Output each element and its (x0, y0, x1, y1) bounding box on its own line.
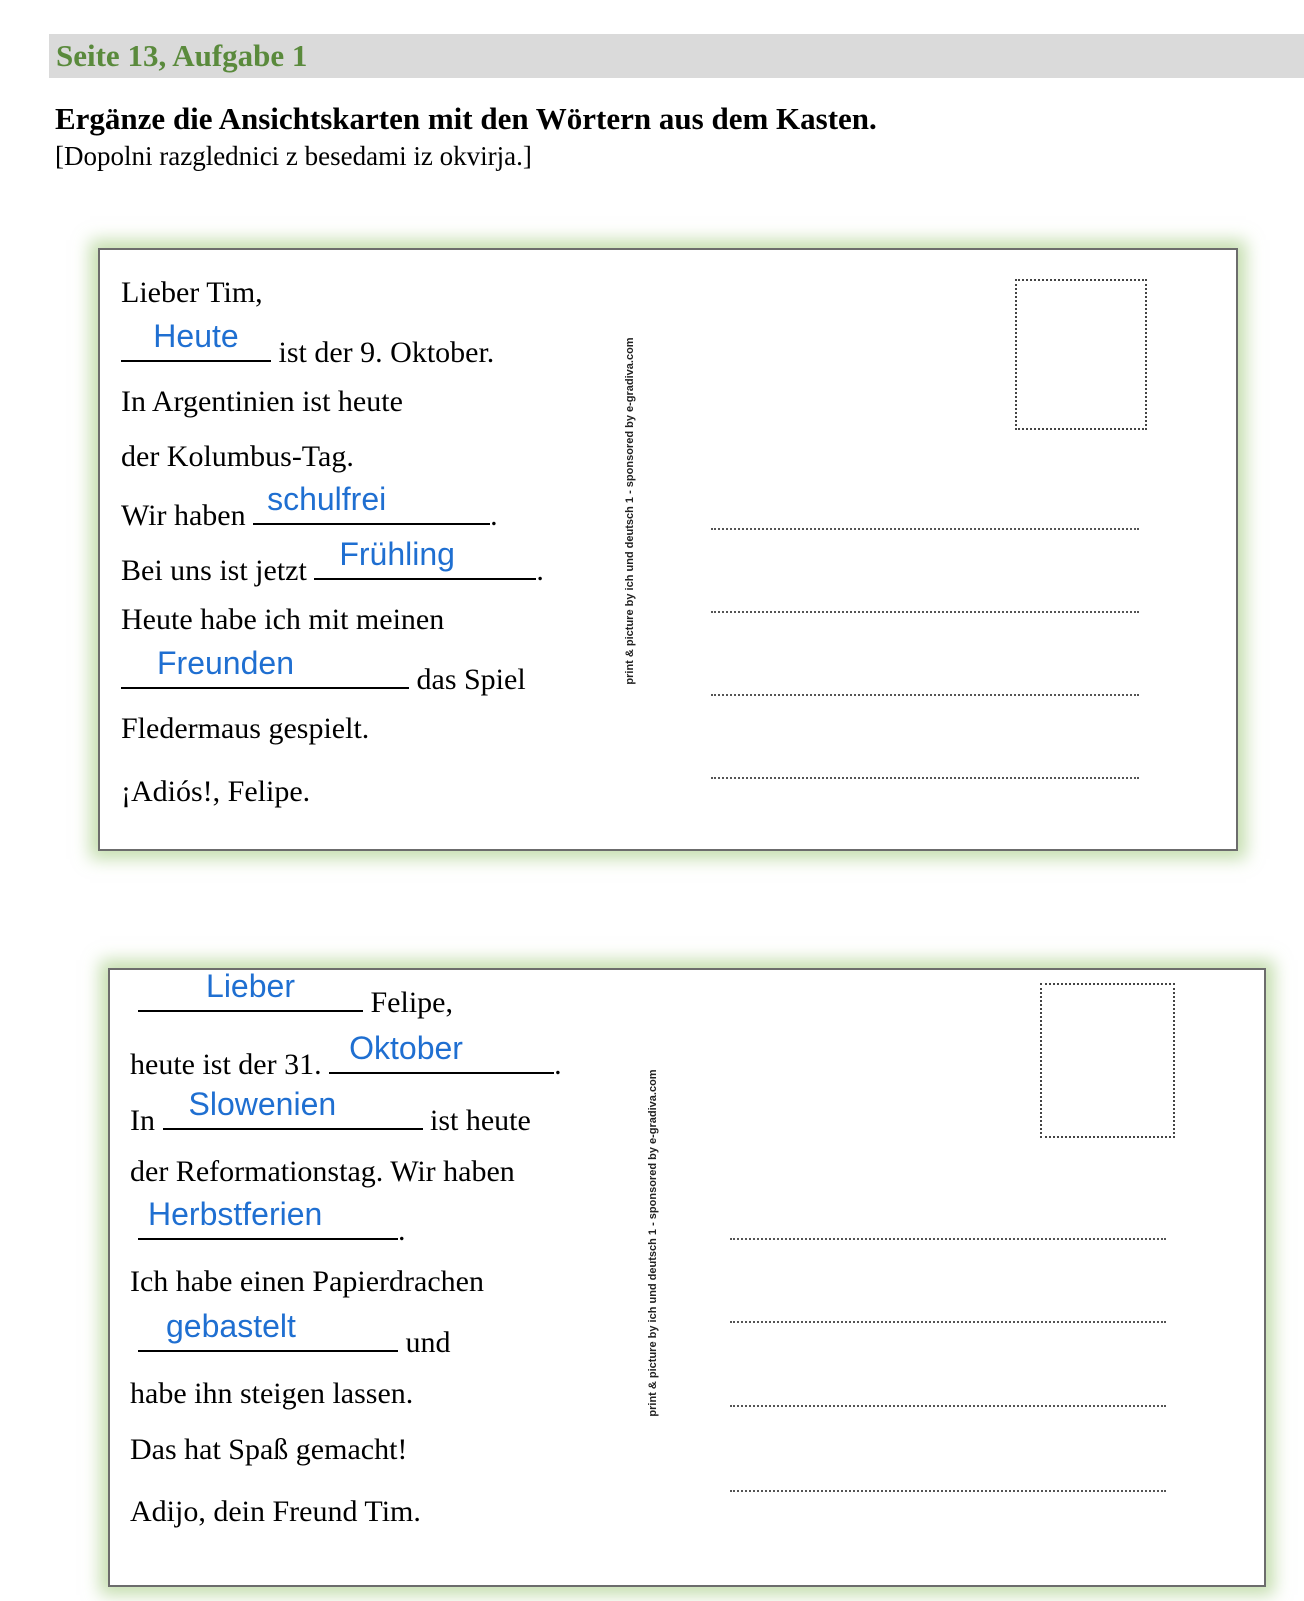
card2-answer-2: Oktober (349, 1030, 463, 1066)
card2-stamp-box (1040, 983, 1175, 1138)
postcard-2 (108, 968, 1266, 1587)
card1-address-line-4 (711, 777, 1139, 779)
card1-answer-2: schulfrei (267, 481, 387, 517)
card1-address-line-2 (711, 611, 1139, 613)
card1-line-10: ¡Adiós!, Felipe. (121, 775, 311, 808)
card2-line-9: Das hat Spaß gemacht! (130, 1433, 408, 1466)
instruction-translation: [Dopolni razglednici z besedami iz okvirja.] (55, 141, 532, 171)
card2-side-credit: print & picture by ich und deutsch 1 - sponsored by e-gradiva.com (647, 1069, 659, 1417)
card1-answer-4: Freunden (157, 645, 294, 681)
card1-blank-1[interactable] (121, 318, 271, 362)
card2-line-6: Ich habe einen Papierdrachen (130, 1265, 484, 1298)
section-title: Seite 13, Aufgabe 1 (56, 38, 308, 73)
card2-answer-1: Lieber (206, 968, 295, 1004)
card1-line-3: In Argentinien ist heute (121, 385, 403, 418)
postcard-1 (98, 248, 1238, 851)
card2-address-line-1 (730, 1238, 1166, 1240)
card2-line-10: Adijo, dein Freund Tim. (130, 1495, 421, 1528)
card2-address-line-2 (730, 1321, 1166, 1323)
card1-line-8: Freunden das Spiel (121, 657, 526, 698)
card2-answer-3: Slowenien (188, 1086, 337, 1122)
section-header (49, 34, 1304, 78)
card1-side-credit: print & picture by ich und deutsch 1 - sponsored by e-gradiva.com (624, 337, 636, 685)
card2-line-2: heute ist der 31. Oktober . (130, 1030, 562, 1081)
card2-answer-4: Herbstferien (148, 1196, 323, 1232)
card1-stamp-box (1015, 279, 1147, 430)
card1-blank-3[interactable] (314, 536, 536, 580)
card2-line-5: Herbstferien . (138, 1208, 406, 1249)
card2-line-1: Lieber Felipe, (138, 980, 453, 1021)
card1-line-6: Bei uns ist jetzt Frühling . (121, 536, 544, 587)
card2-line-7: gebastelt und (138, 1320, 451, 1361)
card1-line-4: der Kolumbus-Tag. (121, 440, 354, 473)
card1-line-5: Wir haben schulfrei . (121, 481, 498, 532)
card2-line-4: der Reformationstag. Wir haben (130, 1155, 515, 1188)
card2-blank-2[interactable] (329, 1030, 554, 1074)
card1-line-9: Fledermaus gespielt. (121, 712, 370, 745)
card2-answer-5: gebastelt (166, 1308, 296, 1344)
card1-line-2: Heute ist der 9. Oktober. (121, 330, 494, 371)
card2-line-8: habe ihn steigen lassen. (130, 1377, 414, 1410)
instruction-text: Ergänze die Ansichtskarten mit den Wörtern aus dem Kasten. (55, 101, 877, 136)
card1-address-line-3 (711, 694, 1139, 696)
card1-address-line-1 (711, 528, 1139, 530)
card1-answer-1: Heute (153, 318, 239, 354)
card2-address-line-3 (730, 1405, 1166, 1407)
card1-greeting: Lieber Tim, (121, 276, 263, 309)
card1-answer-3: Frühling (339, 536, 455, 572)
card1-line-7: Heute habe ich mit meinen (121, 603, 445, 636)
card2-address-line-4 (730, 1490, 1166, 1492)
card2-blank-5[interactable] (138, 1308, 398, 1352)
card2-line-3: In Slowenien ist heute (130, 1086, 531, 1137)
card2-blank-4[interactable] (138, 1196, 398, 1240)
